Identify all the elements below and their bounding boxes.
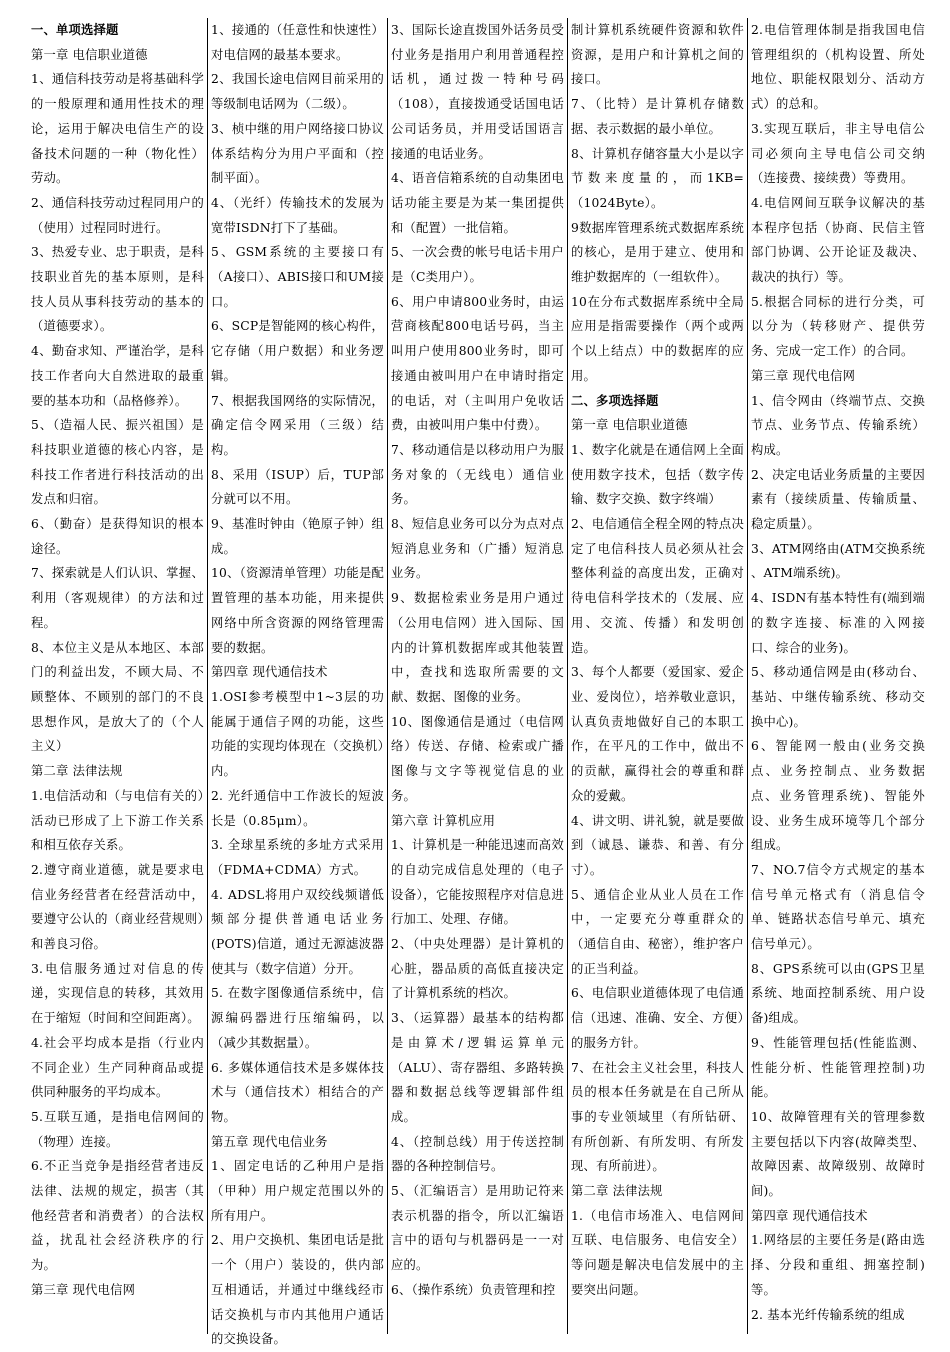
text-column-1 (28, 18, 208, 1334)
question-paragraph: 4.电信网间互联争议解决的基本程序包括（协商、民信主管部门协调、公开论证及裁决、裁决的执行）等。 (751, 195, 925, 285)
question-paragraph: 6、用户申请800业务时，由运营商核配800电话号码，当主叫用户使用800业务时，即可接通由被叫用户在申请时指定的电话，对（主叫用户免收话费，由被叫用户集中付费）。 (391, 294, 564, 433)
question-paragraph: 8、GPS系统可以由(GPS卫星系统、地面控制系统、用户设备)组成。 (751, 961, 925, 1026)
question-paragraph: 7、探索就是人们认识、掌握、利用（客观规律）的方法和过程。 (31, 566, 204, 630)
question-paragraph: 5、通信企业从业人员在工作中，一定要充分尊重群众的（通信自由、秘密），维护客户的正当利益。 (571, 887, 744, 976)
question-paragraph: 7、（比特）是计算机存储数据、表示数据的最小单位。 (571, 97, 744, 136)
question-paragraph: 1、计算机是一种能迅速而高效的自动完成信息处理的（电子设备），它能按照程序对信息进行加工、处理、存储。 (391, 838, 564, 927)
text-column-2 (208, 18, 388, 1347)
question-paragraph: 3. 全球星系统的多址方式采用（FDMA+CDMA）方式。 (211, 838, 384, 877)
question-paragraph: 6.不正当竞争是指经营者违反法律、法规的规定，损害（其他经营者和消费者）的合法权益，扰乱社会经济秩序的行为。 (31, 1159, 204, 1273)
question-paragraph: 5、（造福人民、振兴祖国）是科技职业道德的核心内容，是科技工作者进行科技活动的出发点和归宿。 (31, 418, 204, 507)
question-paragraph: 3、热爱专业、忠于职责，是科技职业首先的基本原则，是科技人员从事科技劳动的基本的（道德要求）。 (31, 245, 204, 334)
question-paragraph: 3.电信服务通过对信息的传递，实现信息的转移，其效用在于缩短（时间和空间距离）。 (31, 961, 204, 1026)
question-paragraph: 3.实现互联后，非主导电信公司必须向主导电信公司交纳（连接费、接续费）等费用。 (751, 121, 925, 186)
question-paragraph: 4、（控制总线）用于传送控制器的各种控制信号。 (391, 1134, 564, 1174)
question-paragraph: 9、基准时钟由（铯原子钟）组成。 (211, 517, 384, 556)
chapter-heading: 第五章 现代电信业务 (211, 1134, 328, 1149)
text-column-3 (388, 18, 568, 1334)
question-paragraph: 4、ISDN有基本特性有(端到端的数字连接、标准的入网接口、综合的业务)。 (751, 591, 925, 655)
question-paragraph: 8、短信息业务可以分为点对点短消息业务和（广播）短消息业务。 (391, 517, 564, 581)
question-paragraph: 2. 基本光纤传输系统的组成 (751, 1307, 905, 1322)
question-paragraph: 2.遵守商业道德，就是要求电信业务经营者在经营活动中，要遵守公认的（商业经营规则）和善良习俗。 (31, 862, 204, 952)
question-paragraph: 1.网络层的主要任务是(路由选择、分段和重组、拥塞控制)等。 (751, 1233, 925, 1297)
section-heading: 一、单项选择题 (31, 22, 119, 37)
chapter-heading: 第一章 电信职业道德 (31, 47, 148, 62)
question-paragraph: 8、计算机存储容量大小是以字节数来度量的，而1KB=（1024Byte）。 (571, 146, 744, 210)
question-paragraph: 3、桢中继的用户网络接口协议体系结构分为用户平面和（控制平面）。 (211, 121, 384, 186)
question-paragraph: 3、国际长途直拨国外话务员受付业务是指用户利用普通程控话机，通过拨一特种号码（108），直接拨通受话国电话公司话务员，并用受话国语言接通的电话业务。 (391, 23, 564, 161)
question-paragraph: 9、数据检索业务是用户通过（公用电信网）进入国际、国内的计算机数据库或其他装置中，查找和选取所需要的文献、数据、图像的业务。 (391, 591, 564, 704)
question-paragraph: 1.OSI参考模型中1~3层的功能属于通信子网的功能，这些功能的实现均体现在（交换机）内。 (211, 689, 384, 779)
text-column-4 (568, 18, 748, 1334)
question-paragraph: 5. 在数字图像通信系统中，信源编码器进行压缩编码，以（减少其数据量）。 (211, 986, 384, 1050)
question-paragraph: 1、固定电话的乙种用户是指（甲种）用户规定范围以外的所有用户。 (211, 1159, 384, 1223)
question-paragraph: 2.电信管理体制是指我国电信管理组织的（机构设置、所处地位、职能权限划分、活动方式）的总和。 (751, 23, 925, 112)
question-paragraph: 1.电信活动和（与电信有关的）活动已形成了上下游工作关系和相互依存关系。 (31, 788, 204, 853)
chapter-heading: 第二章 法律法规 (31, 764, 123, 779)
question-paragraph: 4、语音信箱系统的自动集团电话功能主要是为某一集团提供和（配置）一批信箱。 (391, 171, 564, 235)
question-paragraph: 6、智能网一般由(业务交换点、业务控制点、业务数据点、业务管理系统)、智能外设、业务生成环境等几个部分组成。 (751, 739, 925, 853)
question-paragraph: 4.社会平均成本是指（行业内不同企业）生产同种商品或提供同种服务的平均成本。 (31, 1035, 204, 1100)
chapter-heading: 第四章 现代通信技术 (211, 665, 328, 680)
question-paragraph: 8、本位主义是从本地区、本部门的利益出发，不顾大局、不顾整体、不顾别的部门的不良思想作风，是放大了的（个人主义） (31, 640, 204, 754)
question-paragraph: 1、接通的（任意性和快速性）对电信网的最基本要求。 (211, 23, 384, 62)
question-paragraph: 7、移动通信是以移动用户为服务对象的（无线电）通信业务。 (391, 442, 564, 507)
question-paragraph: 2、电信通信全程全网的特点决定了电信科技人员必须从社会整体利益的高度出发，正确对待电信科学技术的（发展、应用、交流、传播）和发明创造。 (571, 517, 744, 655)
question-paragraph: 制计算机系统硬件资源和软件资源，是用户和计算机之间的接口。 (571, 23, 744, 87)
question-paragraph: 7、根据我国网络的实际情况，确定信令网采用（三级）结构。 (211, 393, 384, 457)
question-paragraph: 10、故障管理有关的管理参数主要包括以下内容(故障类型、故障因素、故障级别、故障时间)。 (751, 1109, 925, 1199)
question-paragraph: 3、ATM网络由(ATM交换系统 、ATM端系统)。 (751, 541, 925, 581)
chapter-heading: 第三章 现代电信网 (31, 1282, 136, 1297)
question-paragraph: 1、数字化就是在通信网上全面使用数字技术，包括（数字传输、数字交换、数字终端） (571, 442, 744, 507)
question-paragraph: 1、通信科技劳动是将基础科学的一般原理和通用性技术的理论，运用于解决电信生产的设备技术问题的一种（物化性）劳动。 (31, 72, 204, 186)
question-paragraph: 3、（运算器）最基本的结构都是由算术/逻辑运算单元（ALU）、寄存器组、多路转换器和数据总线等逻辑部件组成。 (391, 1011, 564, 1124)
question-paragraph: 10、图像通信是通过（电信网络）传送、存储、检索或广播图像与文字等视觉信息的业务。 (391, 714, 564, 803)
chapter-heading: 第三章 现代电信网 (751, 368, 856, 383)
question-paragraph: 2、通信科技劳动过程同用户的（使用）过程同时进行。 (31, 195, 204, 235)
question-paragraph: 9数据库管理系统式数据库系统的核心，是用于建立、使用和维护数据库的（一组软件）。 (571, 220, 744, 285)
question-paragraph: 10在分布式数据库系统中全局应用是指需要操作（两个或两个以上结点）中的数据库的应用。 (571, 294, 744, 383)
chapter-heading: 第一章 电信职业道德 (571, 418, 688, 433)
question-paragraph: 5、GSM系统的主要接口有（A接口）、ABIS接口和UM接口。 (211, 245, 384, 309)
chapter-heading: 第四章 现代通信技术 (751, 1208, 868, 1223)
question-paragraph: 6、（勤奋）是获得知识的根本途径。 (31, 517, 204, 556)
question-paragraph: 10、（资源清单管理）功能是配置管理的基本功能，用来提供网络中所含资源的网络管理需要的数据。 (211, 566, 384, 655)
text-column-5 (748, 18, 928, 1334)
question-paragraph: 7、NO.7信令方式规定的基本信号单元格式有（消息信令单、链路状态信号单元、填充信号单元）。 (751, 862, 925, 952)
question-paragraph: 5、（汇编语言）是用助记符来表示机器的指令，所以汇编语言中的语句与机器码是一一对应的。 (391, 1184, 564, 1273)
question-paragraph: 4、讲文明、讲礼貌，就是要做到（诚恳、谦恭、和善、有分寸）。 (571, 813, 744, 877)
question-paragraph: 4. ADSL将用户双绞线频谱低频部分提供普通电话业务(POTS)信道，通过无源滤波器使其与（数字信道）分开。 (211, 887, 384, 976)
question-paragraph: 5、一次会费的帐号电话卡用户是（C类用户）。 (391, 245, 564, 285)
question-paragraph: 2、决定电话业务质量的主要因素有（接续质量、传输质量、稳定质量）。 (751, 467, 925, 532)
chapter-heading: 第二章 法律法规 (571, 1184, 663, 1199)
question-paragraph: 5.根据合同标的进行分类，可以分为（转移财产、提供劳务、完成一定工作）的合同。 (751, 294, 925, 359)
question-paragraph: 2、用户交换机、集团电话是批一个（用户）装设的，供内部互相通话，并通过中继线经市话交换机与市内其他用户通话的交换设备。 (211, 1233, 384, 1347)
question-paragraph: 5.互联互通，是指电信网间的（物理）连接。 (31, 1109, 204, 1149)
question-paragraph: 1、信令网由（终端节点、交换节点、业务节点、传输系统）构成。 (751, 393, 925, 457)
question-paragraph: 6、（操作系统）负责管理和控 (391, 1282, 556, 1297)
question-paragraph: 2、（中央处理器）是计算机的心脏，器品质的高低直接决定了计算机系统的档次。 (391, 937, 564, 1001)
question-paragraph: 4、（光纤）传输技术的发展为宽带ISDN打下了基础。 (211, 195, 384, 235)
question-paragraph: 9、性能管理包括(性能监测、性能分析、性能管理控制)功能。 (751, 1035, 925, 1100)
question-paragraph: 1.（电信市场准入、电信网间互联、电信服务、电信安全）等问题是解决电信发展中的主要突出问题。 (571, 1208, 744, 1297)
section-heading: 二、多项选择题 (571, 392, 659, 408)
question-paragraph: 8、采用（ISUP）后，TUP部分就可以不用。 (211, 467, 384, 507)
question-paragraph: 2、我国长途电信网目前采用的等级制电话网为（二级）。 (211, 72, 384, 112)
question-paragraph: 5、移动通信网是由(移动台、基站、中继传输系统、移动交换中心)。 (751, 665, 925, 729)
chapter-heading: 第六章 计算机应用 (391, 813, 496, 828)
question-paragraph: 3、每个人都要（爱国家、爱企业、爱岗位），培养敬业意识，认真负责地做好自己的本职工作，在平凡的工作中，做出不的贡献，赢得社会的尊重和群众的爱戴。 (571, 665, 744, 803)
question-paragraph: 2. 光纤通信中工作波长的短波长是（0.85μm）。 (211, 788, 384, 828)
question-paragraph: 6、电信职业道德体现了电信通信（迅速、准确、安全、方便）的服务方针。 (571, 986, 744, 1050)
question-paragraph: 6、SCP是智能网的核心构件，它存储（用户数据）和业务逻辑。 (211, 319, 384, 383)
question-paragraph: 4、勤奋求知、严谨治学，是科技工作者向大自然进取的最重要的基本功和（品格修养）。 (31, 344, 204, 408)
question-paragraph: 7、在社会主义社会里，科技人员的根本任务就是在自己所从事的专业领域里（有所钻研、有所创新、有所发明、有所发现、有所前进）。 (571, 1060, 744, 1174)
question-paragraph: 6. 多媒体通信技术是多媒体技术与（通信技术）相结合的产物。 (211, 1060, 384, 1124)
